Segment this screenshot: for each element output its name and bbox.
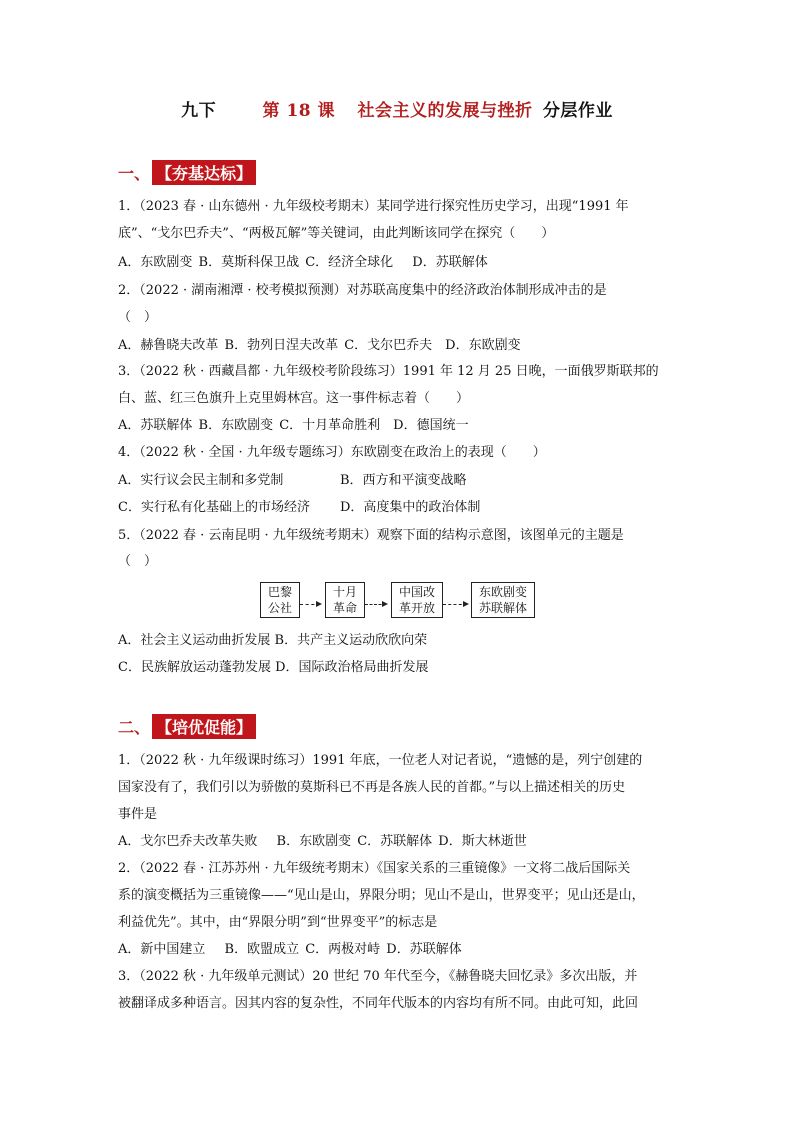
answer-options — [118, 471, 680, 491]
diagram-box-paris-commune: 巴黎 公社 — [260, 582, 300, 618]
option-b: B．西方和平演变战略 — [340, 473, 467, 488]
answer-options: A．东欧剧变 B．莫斯科保卫战 C．经济全球化 D．苏联解体 — [118, 255, 488, 270]
question-text: 2．（2022 · 湖南湘潭 · 校考模拟预测）对苏联高度集中的经济政治体制形成冲击的是 — [118, 283, 607, 298]
option-d: D．高度集中的政治体制 — [340, 500, 481, 515]
answer-options — [118, 498, 680, 518]
structure-diagram — [0, 578, 794, 622]
question-text: 被翻译成多种语言。因其内容的复杂性，不同年代版本的内容均有所不同。由此可知，此回 — [118, 996, 639, 1011]
section-heading-basic — [118, 160, 256, 185]
question-text: （ ） — [118, 554, 158, 569]
question-text: 白、蓝、红三色旗升上克里姆林宫。这一事件标志着（ ） — [118, 391, 470, 406]
diagram-box-october-revolution: 十月 革命 — [325, 582, 365, 618]
answer-options: A．新中国建立 B．欧盟成立 C．两极对峙 D．苏联解体 — [118, 942, 462, 957]
question-text: 2．（2022 春 · 江苏苏州 · 九年级统考期末）《国家关系的三重镜像》一文将二战后国际关 — [118, 861, 631, 876]
question-text: 系的演变概括为三重镜像——“见山是山，界限分明；见山不是山，世界变平；见山还是山， — [118, 888, 645, 903]
section-tag: 【夯基达标】 — [152, 160, 256, 185]
question-text: 5．（2022 春 · 云南昆明 · 九年级统考期末）观察下面的结构示意图，该图单元的主题是 — [118, 528, 624, 543]
diagram-box-soviet-collapse: 东欧剧变 苏联解体 — [471, 582, 535, 618]
title-topic: 社会主义的发展与挫折 — [357, 101, 533, 121]
answer-options: C．民族解放运动蓬勃发展 D．国际政治格局曲折发展 — [118, 660, 429, 675]
question-text: 利益优先”。其中，由“界限分明”到“世界变平”的标志是 — [118, 915, 438, 930]
question-text: 3．（2022 秋 · 九年级单元测试）20 世纪 70 年代至今，《赫鲁晓夫回忆录》多次出版，并 — [118, 969, 638, 984]
question-text: 底”、“戈尔巴乔夫”、“两极瓦解”等关键词，由此判断该同学在探究（ ） — [118, 226, 555, 241]
diagram-arrow — [443, 604, 467, 605]
section-tag: 【培优促能】 — [152, 714, 256, 739]
diagram-arrow — [300, 604, 320, 605]
title-lesson: 第 18 课 — [262, 101, 336, 121]
question-text: 1．（2022 秋 · 九年级课时练习）1991 年底，一位老人对记者说，“遗憾的是，列宁创建的 — [118, 753, 643, 768]
answer-options: A．苏联解体 B．东欧剧变 C．十月革命胜利 D．德国统一 — [118, 418, 469, 433]
title-grade: 九下 — [181, 101, 217, 121]
option-a: A．实行议会民主制和多党制 — [118, 473, 284, 488]
answer-options: A．社会主义运动曲折发展 B．共产主义运动欣欣向荣 — [118, 633, 428, 648]
option-c: C．实行私有化基础上的市场经济 — [118, 500, 310, 515]
question-text: 3．（2022 秋 · 西藏昌都 · 九年级校考阶段练习）1991 年 12 月 25 日晚，一面俄罗斯联邦的 — [118, 364, 659, 379]
question-text: 国家没有了，我们引以为骄傲的莫斯科已不再是各族人民的首都。”与以上描述相关的历史 — [118, 780, 626, 795]
diagram-box-reform-opening: 中国改 革开放 — [391, 582, 443, 618]
answer-options: A．赫鲁晓夫改革 B．勃列日涅夫改革 C．戈尔巴乔夫 D．东欧剧变 — [118, 338, 521, 353]
title-suffix: 分层作业 — [542, 101, 613, 121]
question-text: 4．（2022 秋 · 全国 · 九年级专题练习）东欧剧变在政治上的表现（ ） — [118, 445, 546, 460]
question-text: 1．（2023 春 · 山东德州 · 九年级校考期末）某同学进行探究性历史学习，出现“1991 年 — [118, 199, 629, 214]
question-text: 事件是 — [118, 807, 158, 822]
question-text: （ ） — [118, 310, 158, 325]
section-number: 一、 — [118, 164, 151, 183]
page-title — [0, 96, 794, 121]
section-number: 二、 — [118, 718, 151, 737]
section-heading-advanced — [118, 714, 256, 739]
answer-options: A．戈尔巴乔夫改革失败 B．东欧剧变 C．苏联解体 D．斯大林逝世 — [118, 834, 527, 849]
diagram-arrow — [365, 604, 386, 605]
